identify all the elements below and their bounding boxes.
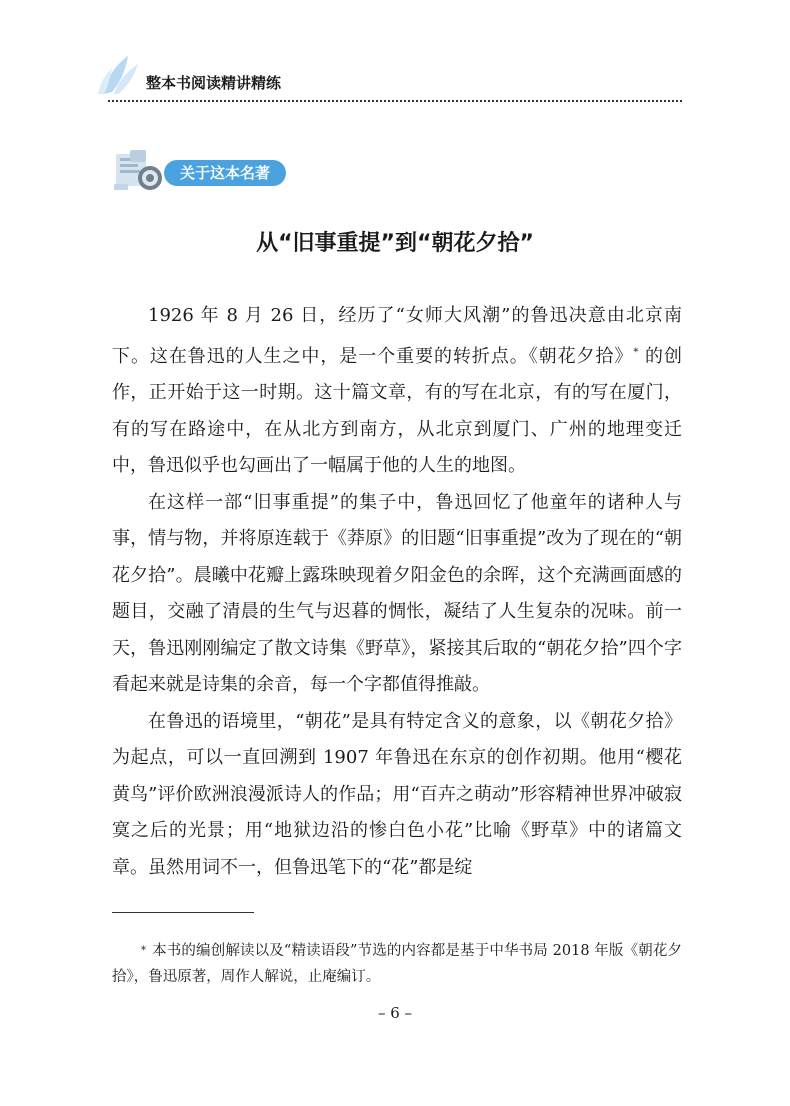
section-tag [112,148,302,194]
header-feather-icon [96,52,146,96]
footnote-ref: * [633,346,639,358]
running-header-title: 整本书阅读精讲精练 [146,74,282,92]
footnote-divider [112,912,254,913]
footnote-text: 本书的编创解读以及“精读语段”节选的内容都是基于中华书局 2018 年版《朝花夕拾》，鲁迅原著，周作人解说，止庵编订。 [112,943,682,985]
header-divider [108,100,682,102]
paragraph-3: 在鲁迅的语境里，“朝花”是具有特定含义的意象，以《朝花夕拾》为起点，可以一直回溯到 1907 年鲁迅在东京的创作初期。他用“樱花黄鸟”评价欧洲浪漫派诗人的作品；用“百卉之萌动”形容精神世界冲破寂寞之后的光景；用“地狱边沿的惨白色小花”比喻《野草》中的诸篇文章。虽然用词不一，但鲁迅笔下的“花”都是绽 [112,710,682,878]
paragraph-1 [112,298,682,485]
paragraph-1-text-cont: 的创作，正开始于这一时期。这十篇文章，有的写在北京，有的写在厦门，有的写在路途中，在从北方到南方，从北京到厦门、广州的地理变迁中，鲁迅似乎也勾画出了一幅属于他的人生的地图。 [112,345,682,476]
paragraph-1-text: 1926 年 8 月 26 日，经历了“女师大风潮”的鲁迅决意由北京南下。这在鲁迅的人生之中，是一个重要的转折点。《朝花夕拾》 [112,305,682,367]
footnote-mark: * [141,945,146,956]
paragraph-2: 在这样一部“旧事重提”的集子中，鲁迅回忆了他童年的诸种人与事，情与物，并将原连载于《莽原》的旧题“旧事重提”改为了现在的“朝花夕拾”。晨曦中花瓣上露珠映现着夕阳金色的余晖，这个充满画面感的题目，交融了清晨的生气与迟暮的惆怅，凝结了人生复杂的况味。前一天，鲁迅刚刚编定了散文诗集《野草》，紧接其后取的“朝花夕拾”四个字看起来就是诗集的余音，每一个字都值得推敲。 [112,491,682,695]
article-body [112,298,682,886]
section-label: 关于这本名著 [164,160,286,186]
page-number: – 6 – [377,1004,413,1022]
footnote [112,938,682,990]
article-title: 从“旧事重提”到“朝花夕拾” [256,231,534,256]
